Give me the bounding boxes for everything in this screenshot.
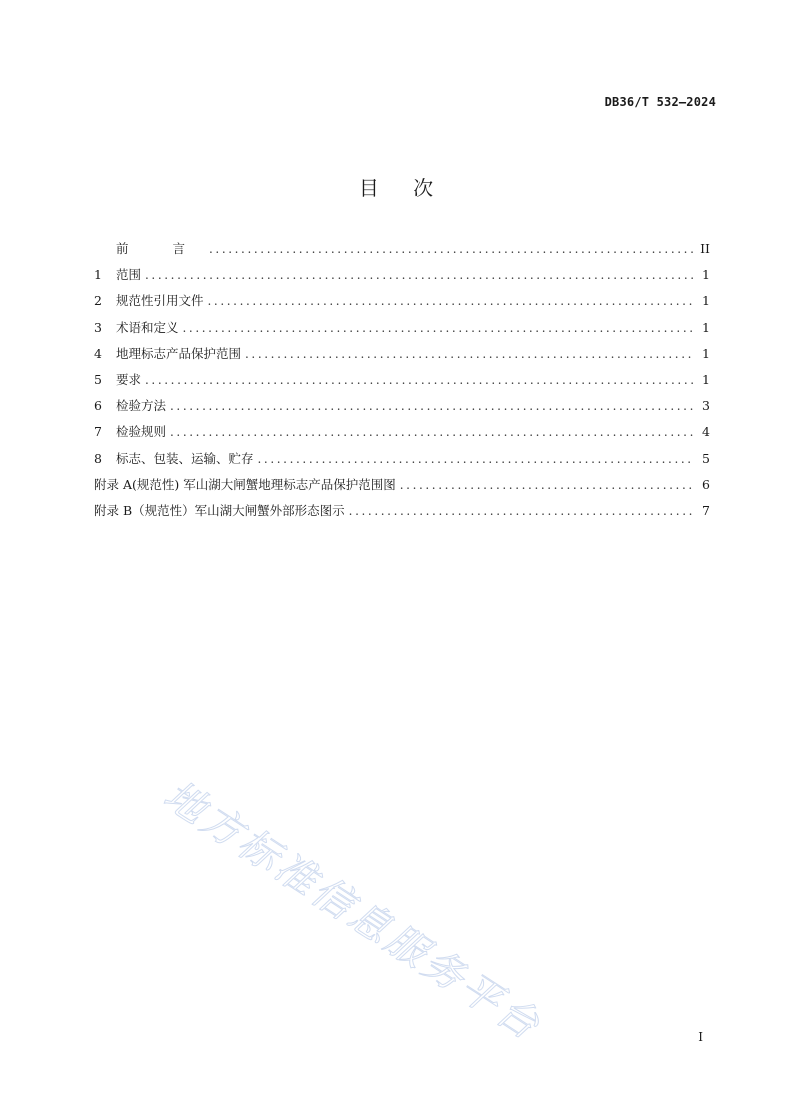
toc-entry-number: 3 — [94, 319, 102, 335]
toc-entry-page: II — [700, 241, 710, 256]
toc-entry-label: 规范性引用文件 — [116, 293, 204, 309]
toc-entry-label: 要求 — [116, 371, 142, 387]
toc-leader-dots — [245, 347, 694, 361]
toc-leader-dots — [209, 242, 694, 256]
toc-entry-label: 术语和定义 — [116, 319, 179, 335]
toc-entry-test-methods[interactable] — [94, 396, 710, 422]
toc-leader-dots — [145, 373, 694, 387]
toc-entry-label: 附录 B（规范性）军山湖大闸蟹外部形态图示 — [94, 502, 345, 518]
toc-entry-protection-scope[interactable] — [94, 344, 710, 370]
toc-leader-dots — [145, 268, 694, 282]
toc-entry-label: 前 言 — [116, 241, 205, 256]
toc-entry-page: 1 — [702, 371, 710, 387]
toc-leader-dots — [400, 478, 694, 492]
toc-title: 目 次 — [358, 176, 448, 200]
toc-entry-page: 1 — [702, 267, 710, 283]
toc-entry-terms[interactable] — [94, 318, 710, 344]
toc-entry-normative-references[interactable] — [94, 291, 710, 317]
toc-entry-page: 1 — [702, 293, 710, 309]
document-code: DB36/T 532—2024 — [604, 95, 716, 109]
toc-leader-dots — [258, 452, 694, 466]
toc-entry-label: 地理标志产品保护范围 — [116, 345, 242, 361]
toc-entry-annex-a[interactable] — [94, 475, 710, 501]
toc-entry-label: 检验方法 — [116, 398, 167, 414]
page-number: I — [698, 1030, 703, 1044]
toc-entry-number: 8 — [94, 450, 102, 466]
toc-entry-number: 7 — [94, 424, 102, 440]
toc-entry-foreword[interactable] — [94, 239, 710, 265]
toc-entry-number: 2 — [94, 293, 102, 309]
toc-leader-dots — [183, 321, 694, 335]
toc-leader-dots — [170, 399, 694, 413]
toc-entry-page: 5 — [702, 450, 710, 466]
toc-entry-label: 附录 A(规范性) 军山湖大闸蟹地理标志产品保护范围图 — [94, 476, 396, 492]
toc-entry-marking-packaging[interactable] — [94, 449, 710, 475]
toc-entry-number: 1 — [94, 267, 102, 283]
toc-entry-number: 6 — [94, 398, 102, 414]
toc-entry-number: 4 — [94, 345, 102, 361]
toc-entry-label: 标志、包装、运输、贮存 — [116, 450, 254, 466]
watermark: 地方标准信息服务平台 — [155, 772, 550, 1051]
toc-entry-inspection-rules[interactable] — [94, 422, 710, 448]
toc-leader-dots — [170, 425, 694, 439]
toc-entry-number: 5 — [94, 371, 102, 387]
toc-entry-scope[interactable] — [94, 265, 710, 291]
toc-entry-page: 7 — [702, 502, 710, 518]
toc-entry-page: 6 — [702, 476, 710, 492]
toc-entry-page: 1 — [702, 345, 710, 361]
toc-entry-annex-b[interactable] — [94, 501, 710, 527]
toc-entry-page: 3 — [702, 398, 710, 414]
toc-entry-requirements[interactable] — [94, 370, 710, 396]
toc-entry-label: 范围 — [116, 267, 142, 283]
toc-leader-dots — [349, 504, 694, 518]
toc-leader-dots — [208, 294, 694, 308]
toc-entry-page: 4 — [702, 424, 710, 440]
toc-entry-label: 检验规则 — [116, 424, 167, 440]
toc-entry-page: 1 — [702, 319, 710, 335]
toc-list — [94, 239, 710, 527]
